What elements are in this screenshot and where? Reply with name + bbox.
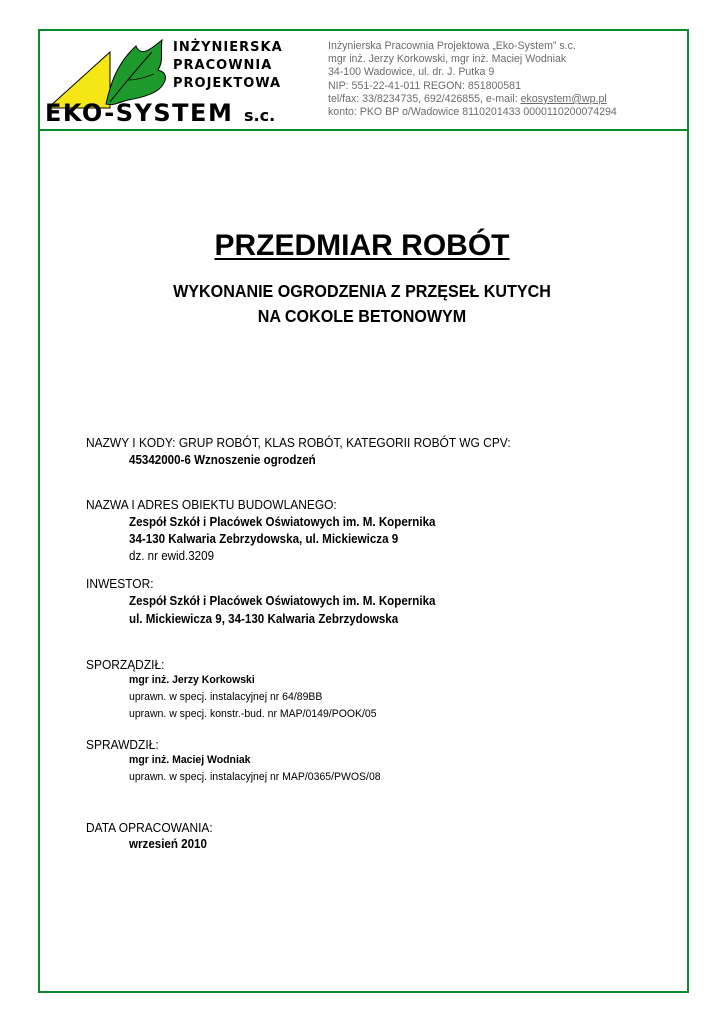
company-owners: mgr inż. Jerzy Korkowski, mgr inż. Maciej Wodniak xyxy=(328,53,567,66)
company-address: 34-100 Wadowice, ul. dr. J. Putka 9 xyxy=(328,66,495,79)
logo-brand: EKO-SYSTEM xyxy=(45,99,234,126)
checker-license: uprawn. w specj. instalacyjnej nr MAP/0365/PWOS/08 xyxy=(129,771,381,783)
checker-name: mgr inż. Maciej Wodniak xyxy=(129,754,251,766)
investor-line1: Zespół Szkół i Placówek Oświatowych im. M. Kopernika xyxy=(129,594,436,608)
author-name: mgr inż. Jerzy Korkowski xyxy=(129,674,255,686)
investor-line2: ul. Mickiewicza 9, 34-130 Kalwaria Zebrzydowska xyxy=(129,612,399,626)
company-logo xyxy=(44,34,294,126)
cpv-value: 45342000-6 Wznoszenie ogrodzeń xyxy=(129,453,316,467)
company-name: Inżynierska Pracownia Projektowa „Eko-System” s.c. xyxy=(328,40,576,52)
email-link[interactable]: ekosystem@wp.pl xyxy=(520,92,607,105)
logo-line2: PRACOWNIA xyxy=(173,58,273,73)
date-value: wrzesień 2010 xyxy=(129,837,207,851)
document-subtitle-line1: WYKONANIE OGRODZENIA Z PRZĘSEŁ KUTYCH xyxy=(173,281,551,301)
document-title: PRZEDMIAR ROBÓT xyxy=(214,229,510,262)
author-license1: uprawn. w specj. instalacyjnej nr 64/89BB xyxy=(129,691,323,703)
date-label: DATA OPRACOWANIA: xyxy=(86,820,213,835)
document-subtitle-line2: NA COKOLE BETONOWYM xyxy=(257,306,467,326)
company-account: konto: PKO BP o/Wadowice 8110201433 0000110200074294 xyxy=(328,106,617,119)
checker-label: SPRAWDZIŁ: xyxy=(86,737,159,752)
logo-line1: INŻYNIERSKA xyxy=(173,40,283,55)
object-line3: dz. nr ewid.3209 xyxy=(129,549,215,563)
company-info xyxy=(328,40,683,119)
author-label: SPORZĄDZIŁ: xyxy=(86,657,165,672)
author-license2: uprawn. w specj. konstr.-bud. nr MAP/0149/POOK/05 xyxy=(129,708,377,720)
investor-label: INWESTOR: xyxy=(86,576,154,591)
logo-line3: PROJEKTOWA xyxy=(173,76,282,91)
logo-suffix: s.c. xyxy=(244,106,276,125)
object-line2: 34-130 Kalwaria Zebrzydowska, ul. Mickiewicza 9 xyxy=(129,532,399,546)
object-line1: Zespół Szkół i Placówek Oświatowych im. M. Kopernika xyxy=(129,515,436,529)
company-ids: NIP: 551-22-41-011 REGON: 851800581 xyxy=(328,79,521,92)
cpv-label: NAZWY I KODY: GRUP ROBÓT, KLAS ROBÓT, KATEGORII ROBÓT WG CPV: xyxy=(86,435,511,450)
object-label: NAZWA I ADRES OBIEKTU BUDOWLANEGO: xyxy=(86,497,337,512)
logo-leaf-icon xyxy=(106,40,165,105)
header-separator xyxy=(38,129,689,131)
company-contact: tel/fax: 33/8234735, 692/426855, e-mail: ekosystem@wp.pl xyxy=(328,92,607,105)
